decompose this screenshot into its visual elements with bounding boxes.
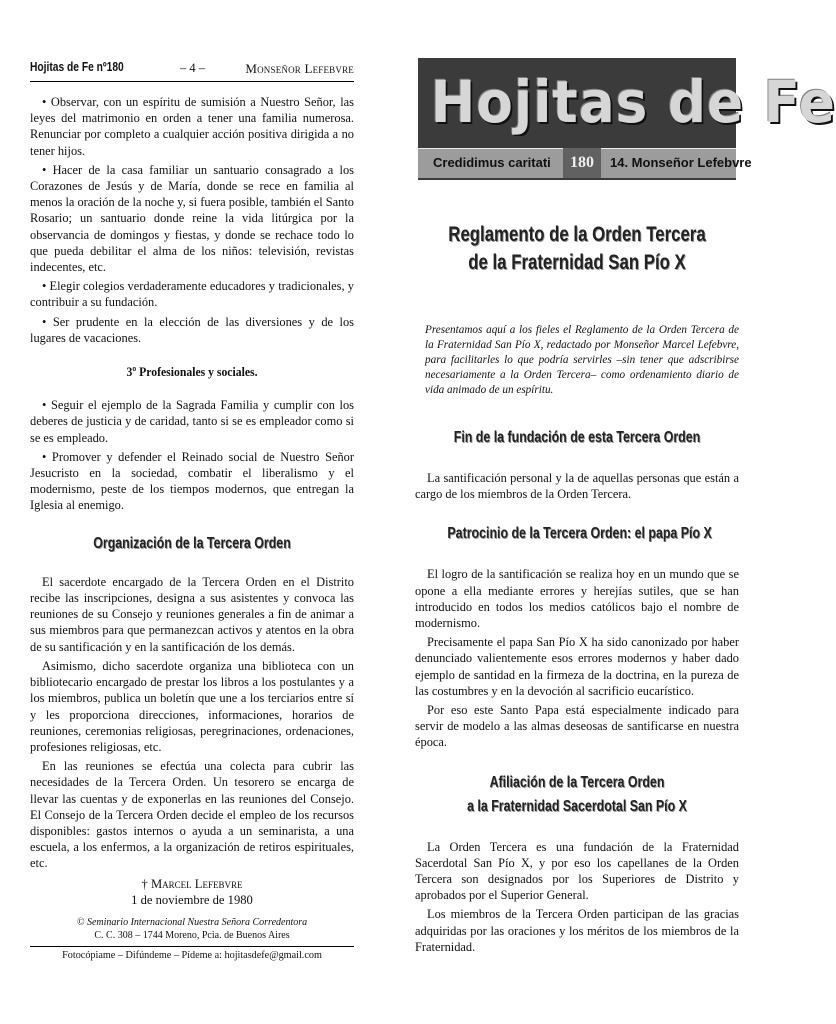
masthead-band [418,148,752,178]
bullet-paragraph: • Observar, con un espíritu de sumisión a Nuestro Señor, las leyes del matrimonio en orden a tener una familia numerosa. Renunciar por completo a cualquier acción positiva dirigida a no tener hijos. [30,95,354,158]
signature-name: † Marcel Lefebvre [141,877,243,891]
masthead-title: Hojitas de Fe [430,68,836,136]
main-title-line: de la Fraternidad San Pío X [468,251,686,274]
intro-paragraph: Presentamos aquí a los fieles el Reglamento de la Orden Tercera de la Fraternidad San Pío X, redactado por Monseñor Marcel Lefebvre, para facilitarles lo que podría servirles –sin tener que adscribirse necesariamente a la Orden Tercera– como ordenamiento diario de vida animado de un espíritu. [425,324,739,396]
body-paragraph: Los miembros de la Tercera Orden participan de las gracias adquiridas por las oraciones y los méritos de los miembros de la Fraternidad. [415,907,739,954]
left-page [30,58,354,966]
section-heading-line: a la Fraternidad Sacerdotal San Pío X [467,797,687,815]
body-paragraph: Precisamente el papa San Pío X ha sido canonizado por haber denunciado valientemente esos errores modernos y haber dado ejemplo de santidad en la firmeza de la doctrina, en la pureza de las costumbres y en la devoción al sacrificio eucarístico. [415,635,739,698]
body-paragraph: La santificación personal y la de aquellas personas que están a cargo de los miembros de la Orden Tercera. [415,471,739,502]
section-heading [447,771,706,819]
right-body-text [415,418,739,955]
running-header [30,58,354,82]
header-page-number: – 4 – [180,61,205,75]
left-body-text [30,94,354,872]
bullet-paragraph: • Hacer de la casa familiar un santuario consagrado a los Corazones de Jesús y de María, donde se rece en familia al menos la oración de la noche y, si fuera posible, también el Santo Rosario; un santuario donde reine la vida litúrgica por la observancia de domingos y fiestas, y donde se rechace todo lo que pueda debilitar el alma de los niños: televisión, revistas indecentes, etc. [30,162,355,275]
body-paragraph: El sacerdote encargado de la Tercera Orden en el Distrito recibe las inscripciones, designa a sus asistentes y convoca las reuniones de su Consejo y reuniones generales a fin de animar a sus miembros para que permanezcan activos y atentos en la obra de su santificación y en la santificación de los demás. [30,574,354,654]
footer-contact: Fotocópiame – Difúndeme – Pídeme a: hojitasdefe@gmail.com [62,950,322,961]
right-page [415,58,836,966]
header-issue: Hojitas de Fe nº180 [30,60,124,74]
section-heading: Organización de la Tercera Orden [93,534,291,552]
signature-date: 1 de noviembre de 1980 [131,893,253,907]
bullet-paragraph: • Seguir el ejemplo de la Sagrada Familia y cumplir con los deberes de justicia y de caridad, tanto si se es empleador como si se es empleado. [30,398,354,445]
body-paragraph: La Orden Tercera es una fundación de la Fraternidad Sacerdotal San Pío X, y por eso los capellanes de la Orden Tercera son designados por los Superiores de Distrito y aprobados por el Superior General. [415,839,739,903]
section-heading-line: Afiliación de la Tercera Orden [489,773,665,791]
bullet-paragraph: • Promover y defender el Reinado social de Nuestro Señor Jesucristo en la sociedad, combatir el liberalismo y el modernismo, peste de los tiempos modernos, que entregan la Iglesia al enemigo. [30,449,354,513]
header-author: Monseñor Lefebvre [245,61,354,76]
footer-divider [30,946,354,947]
main-title-line: Reglamento de la Orden Tercera [448,223,706,246]
bullet-paragraph: • Elegir colegios verdaderamente educadores y tradicionales, y contribuir a su fundación. [30,279,354,310]
section-heading: Patrocinio de la Tercera Orden: el papa Pío X [447,525,712,543]
masthead [418,58,836,180]
section-heading: Fin de la fundación de esta Tercera Orden [453,429,701,446]
main-title [447,221,706,277]
masthead-motto: Credidimus caritati [433,155,551,170]
imprint-copyright: © Seminario Internacional Nuestra Señora Corredentora [76,917,308,928]
signature-block [30,876,354,908]
body-paragraph: Por eso este Santo Papa está especialmente indicado para servir de modelo a las almas deseosas de santificarse en nuestra época. [415,703,739,750]
bullet-paragraph: • Ser prudente en la elección de las diversiones y de los lugares de vacaciones. [30,314,354,345]
subheading: 3º Profesionales y sociales. [126,364,258,380]
body-paragraph: El logro de la santificación se realiza hoy en un mundo que se opone a ella mediante errores y herejías sutiles, que se han introducido en todos los medios católicos bajo el nombre de modernismo. [415,567,739,631]
body-paragraph: En las reuniones se efectúa una colecta para cubrir las necesidades de la Tercera Orden. Un tesorero se encarga de llevar las cuentas y de exponerlas en las reuniones del Consejo. El Consejo de la Tercera Orden decide el empleo de los recursos disponibles: gastos internos o ayuda a un seminarista, a una escuela, a los enfermos, a la organización de retiros espirituales, etc. [30,759,354,871]
imprint [30,916,354,943]
masthead-issue-number: 180 [563,148,601,178]
body-paragraph: Asimismo, dicho sacerdote organiza una biblioteca con un bibliotecario encargado de prestar los libros a los postulantes y a los miembros, publica un boletín que une a los terciarios entre sí y les proporciona direcciones, informaciones, horarios de reuniones, ceremonias religiosas, peregrinaciones, ordenaciones, profesiones religiosas, etc. [30,658,354,754]
masthead-series: 14. Monseñor Lefebvre [610,155,752,170]
imprint-address: C. C. 308 – 1744 Moreno, Pcia. de Buenos Aires [94,930,290,942]
